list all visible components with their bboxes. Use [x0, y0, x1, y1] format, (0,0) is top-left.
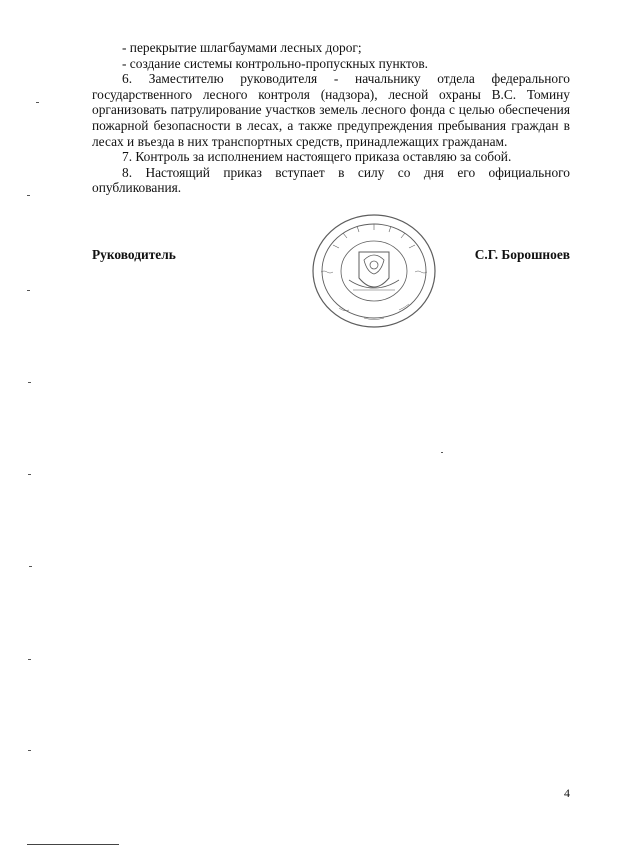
signature-name: С.Г. Борошноев — [474, 247, 570, 262]
bullet-item: - создание системы контрольно-пропускных пунктов. — [122, 55, 429, 71]
scan-speck — [36, 102, 39, 103]
paragraph-item-6: 6. Заместителю руководителя - начальнику отдела федерального государственного лесного контроля (надзора), лесной охраны В.С. Томину организовать патрулирование участков земель лесного фонда с целью обеспечения пожарной безопасности в лесах, а также предупреждения пребывания граждан в лесах и въезда в них транспортных средств, принадлежащих гражданам. — [92, 71, 570, 149]
paragraph-item-8: 8. Настоящий приказ вступает в силу со дня его официального опубликования. — [92, 164, 570, 196]
official-round-seal-icon — [309, 210, 439, 332]
scan-speck — [28, 750, 31, 751]
scan-speck — [27, 195, 30, 196]
scan-speck — [28, 659, 31, 660]
page-number: 4 — [564, 786, 570, 800]
scan-speck — [29, 566, 32, 567]
footnote-divider — [27, 844, 119, 845]
scan-speck — [27, 290, 30, 291]
scan-speck — [441, 452, 443, 453]
signature-title: Руководитель — [92, 247, 176, 262]
bullet-item: - перекрытие шлагбаумами лесных дорог; — [122, 40, 362, 55]
scan-speck — [28, 474, 31, 475]
paragraph-item-7: 7. Контроль за исполнением настоящего приказа оставляю за собой. — [122, 149, 512, 165]
document-body — [92, 40, 570, 196]
scan-speck — [28, 382, 31, 383]
